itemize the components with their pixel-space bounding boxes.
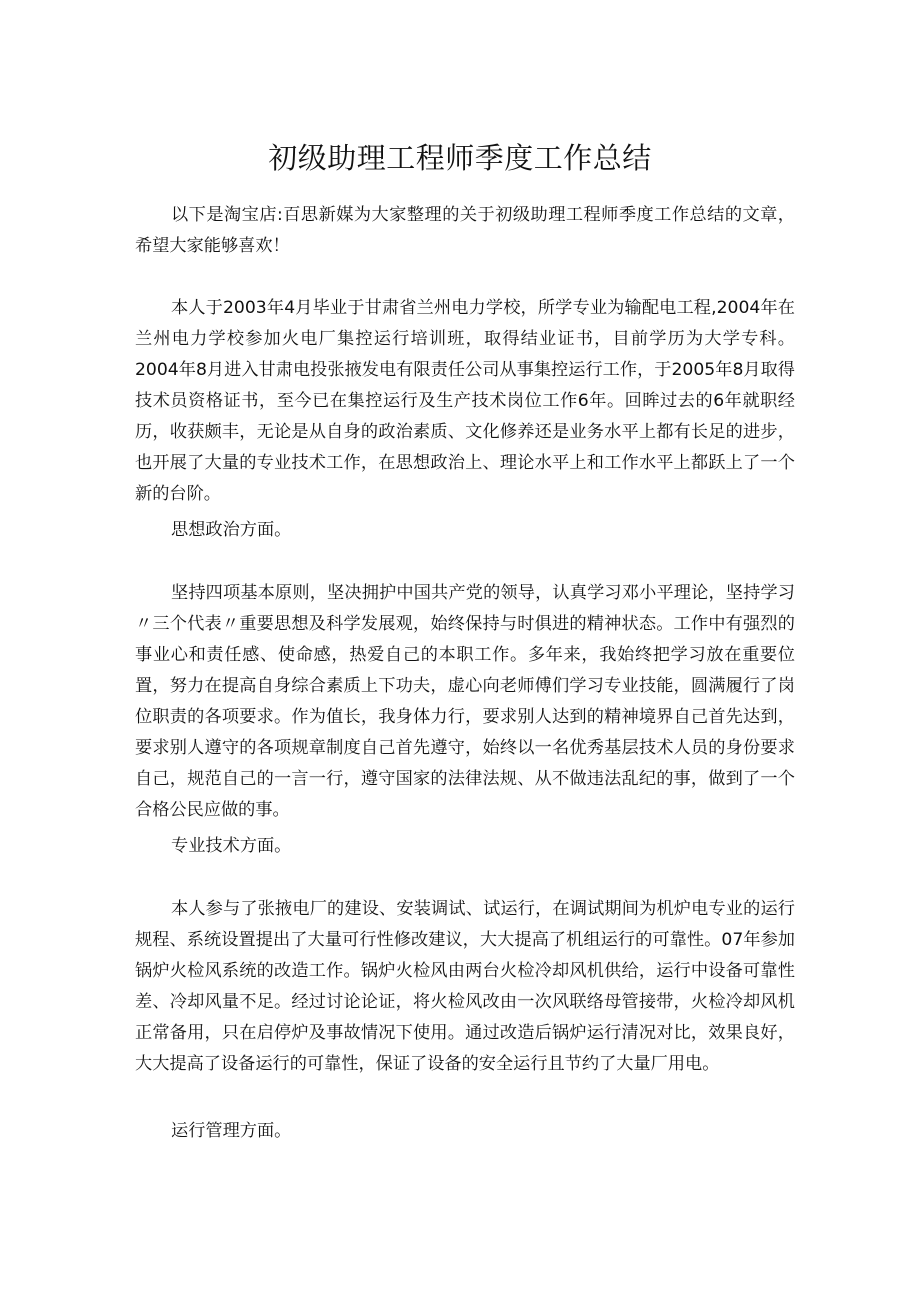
body-paragraph-background: 本人于2003年4月毕业于甘肃省兰州电力学校，所学专业为输配电工程,2004年在兰州电力学校参加火电厂集控运行培训班，取得结业证书，目前学历为大学专科。2004年8月进入甘肃电投张掖发电有限责任公司从事集控运行工作，于2005年8月取得技术员资格证书，至今已在集控运行及生产技术岗位工作6年。回眸过去的6年就职经历，收获颇丰，无论是从自身的政治素质、文化修养还是业务水平上都有长足的进步，也开展了大量的专业技术工作，在思想政治上、理论水平上和工作水平上都跃上了一个新的台阶。	[135, 298, 795, 504]
body-paragraph-technical: 本人参与了张掖电厂的建设、安装调试、试运行，在调试期间为机炉电专业的运行规程、系统设置提出了大量可行性修改建议，大大提高了机组运行的可靠性。07年参加锅炉火检风系统的改造工作。锅炉火检风由两台火检冷却风机供给，运行中设备可靠性差、冷却风量不足。经过讨论论证，将火检风改由一次风联络母管接带，火检冷却风机正常备用，只在启停炉及事故情况下使用。通过改造后锅炉运行清况对比，效果良好，大大提高了设备运行的可靠性，保证了设备的安全运行且节约了大量厂用电。	[135, 899, 795, 1074]
section-heading-technical: 专业技术方面。	[171, 836, 292, 856]
section-heading-political: 思想政治方面。	[171, 520, 292, 540]
document-title: 初级助理工程师季度工作总结	[268, 141, 652, 175]
intro-paragraph: 以下是淘宝店:百思新媒为大家整理的关于初级助理工程师季度工作总结的文章，希望大家能够喜欢！	[135, 205, 795, 256]
body-paragraph-political: 坚持四项基本原则，坚决拥护中国共产党的领导，认真学习邓小平理论，坚持学习〃三个代表〃重要思想及科学发展观，始终保持与时俱进的精神状态。工作中有强烈的事业心和责任感、使命感，热爱自己的本职工作。多年来，我始终把学习放在重要位置，努力在提高自身综合素质上下功夫，虚心向老师傅们学习专业技能，圆满履行了岗位职责的各项要求。作为值长，我身体力行，要求别人达到的精神境界自己首先达到，要求别人遵守的各项规章制度自己首先遵守，始终以一名优秀基层技术人员的身份要求自己，规范自己的一言一行，遵守国家的法律法规、从不做违法乱纪的事，做到了一个合格公民应做的事。	[135, 583, 795, 820]
section-heading-operations: 运行管理方面。	[171, 1121, 292, 1141]
